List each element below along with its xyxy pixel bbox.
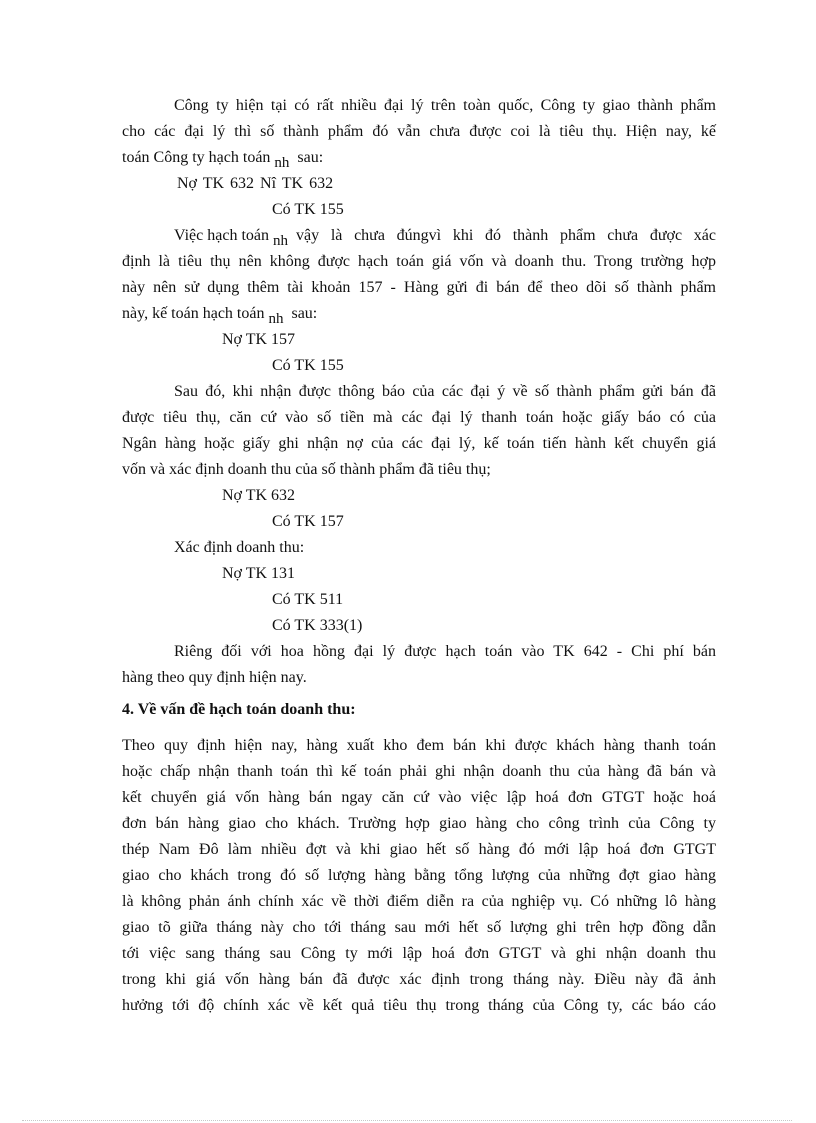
paragraph-line: hoặc chấp nhận thanh toán thì kế toán phải ghi nhận doanh thu của hàng đã bán và: [122, 763, 716, 780]
text-run: này, kế toán hạch toán: [122, 305, 265, 322]
paragraph-line: được tiêu thụ, căn cứ vào số tiền mà các đại lý thanh toán hoặc giấy báo có của: [122, 409, 716, 426]
section-heading: 4. Về vấn đề hạch toán doanh thu:: [122, 701, 356, 718]
paragraph-line: thép Nam Đô làm nhiều đợt và khi giao hết số hàng đó mới lập hoá đơn GTGT: [122, 841, 716, 858]
paragraph-line: vốn và xác định doanh thu của số thành phẩm đã tiêu thụ;: [122, 461, 491, 478]
journal-entry-credit: Có TK 155: [272, 357, 344, 374]
paragraph-line: trong khi giá vốn hàng bán đã được xác định trong tháng này. Điều này đã ảnh: [122, 971, 716, 988]
subscript-text: nh: [274, 155, 290, 171]
paragraph-line: hàng theo quy định hiện nay.: [122, 669, 307, 686]
text-run: sau:: [291, 305, 318, 322]
paragraph-line: Theo quy định hiện nay, hàng xuất kho đem bán khi được khách hàng thanh toán: [122, 737, 716, 754]
subscript-text: nh: [273, 233, 288, 249]
subscript-text: nh: [268, 311, 284, 327]
journal-entry-credit: Có TK 511: [272, 591, 344, 608]
paragraph-line: giao tõ giữa tháng này cho tới tháng sau mới hết số lượng ghi trên hợp đồng dẫn: [122, 919, 716, 936]
text-run: toán Công ty hạch toán: [122, 149, 271, 166]
text-run: Việc hạch toán: [174, 227, 269, 244]
paragraph-line: [174, 226, 716, 249]
paragraph-line: đơn bán hàng giao cho khách. Trường hợp giao hàng cho công trình của Công ty: [122, 815, 716, 832]
paragraph-line: là không phản ánh chính xác về thời điểm diễn ra của nghiệp vụ. Có những lô hàng: [122, 893, 716, 910]
journal-entry-credit: Có TK 155: [272, 201, 344, 218]
paragraph-line: [122, 304, 318, 327]
journal-entry-debit: Nợ TK 131: [222, 565, 296, 582]
paragraph-line: cho các đại lý thì số thành phẩm đó vẫn chưa được coi là tiêu thụ. Hiện nay, kế: [122, 123, 716, 140]
journal-entry-credit: Có TK 157: [272, 513, 344, 530]
journal-entry-debit: Nợ TK 632: [222, 487, 296, 504]
page-bottom-rule: [22, 1120, 792, 1121]
paragraph-line: Riêng đối với hoa hồng đại lý được hạch toán vào TK 642 - Chi phí bán: [174, 643, 716, 660]
paragraph-line: tới việc sang tháng sau Công ty mới lập hoá đơn GTGT và ghi nhận doanh thu: [122, 945, 716, 962]
paragraph-line: định là tiêu thụ nên không được hạch toán giá vốn và doanh thu. Trong trường hợp: [122, 253, 716, 270]
paragraph-line: [122, 148, 324, 171]
journal-entry-debit: Nợ TK 157: [222, 331, 296, 348]
text-run: vậy là chưa đúngvì khi đó thành phẩm chưa được xác: [296, 227, 716, 244]
paragraph-line: giao cho khách trong đó số lượng hàng bằng tổng lượng của những đợt giao hàng: [122, 867, 716, 884]
paragraph-line: hưởng tới độ chính xác về kết quả tiêu thụ trong tháng của Công ty, các báo cáo: [122, 997, 716, 1014]
paragraph-line: này nên sử dụng thêm tài khoản 157 - Hàng gửi đi bán để theo dõi số thành phẩm: [122, 279, 716, 296]
paragraph-line: Sau đó, khi nhận được thông báo của các đại ý về số thành phẩm gửi bán đã: [174, 383, 716, 400]
paragraph-line: Công ty hiện tại có rất nhiều đại lý trên toàn quốc, Công ty giao thành phẩm: [174, 97, 716, 114]
paragraph-line: Ngân hàng hoặc giấy ghi nhận nợ của các đại lý, kế toán tiến hành kết chuyển giá: [122, 435, 716, 452]
journal-entry-debit: Nợ TK 632 Nî TK 632: [177, 175, 334, 192]
paragraph-line: kết chuyển giá vốn hàng bán ngay căn cứ vào việc lập hoá đơn GTGT hoặc hoá: [122, 789, 716, 806]
journal-entry-credit: Có TK 333(1): [272, 617, 363, 634]
text-run: sau:: [297, 149, 324, 166]
revenue-label: Xác định doanh thu:: [174, 539, 305, 556]
